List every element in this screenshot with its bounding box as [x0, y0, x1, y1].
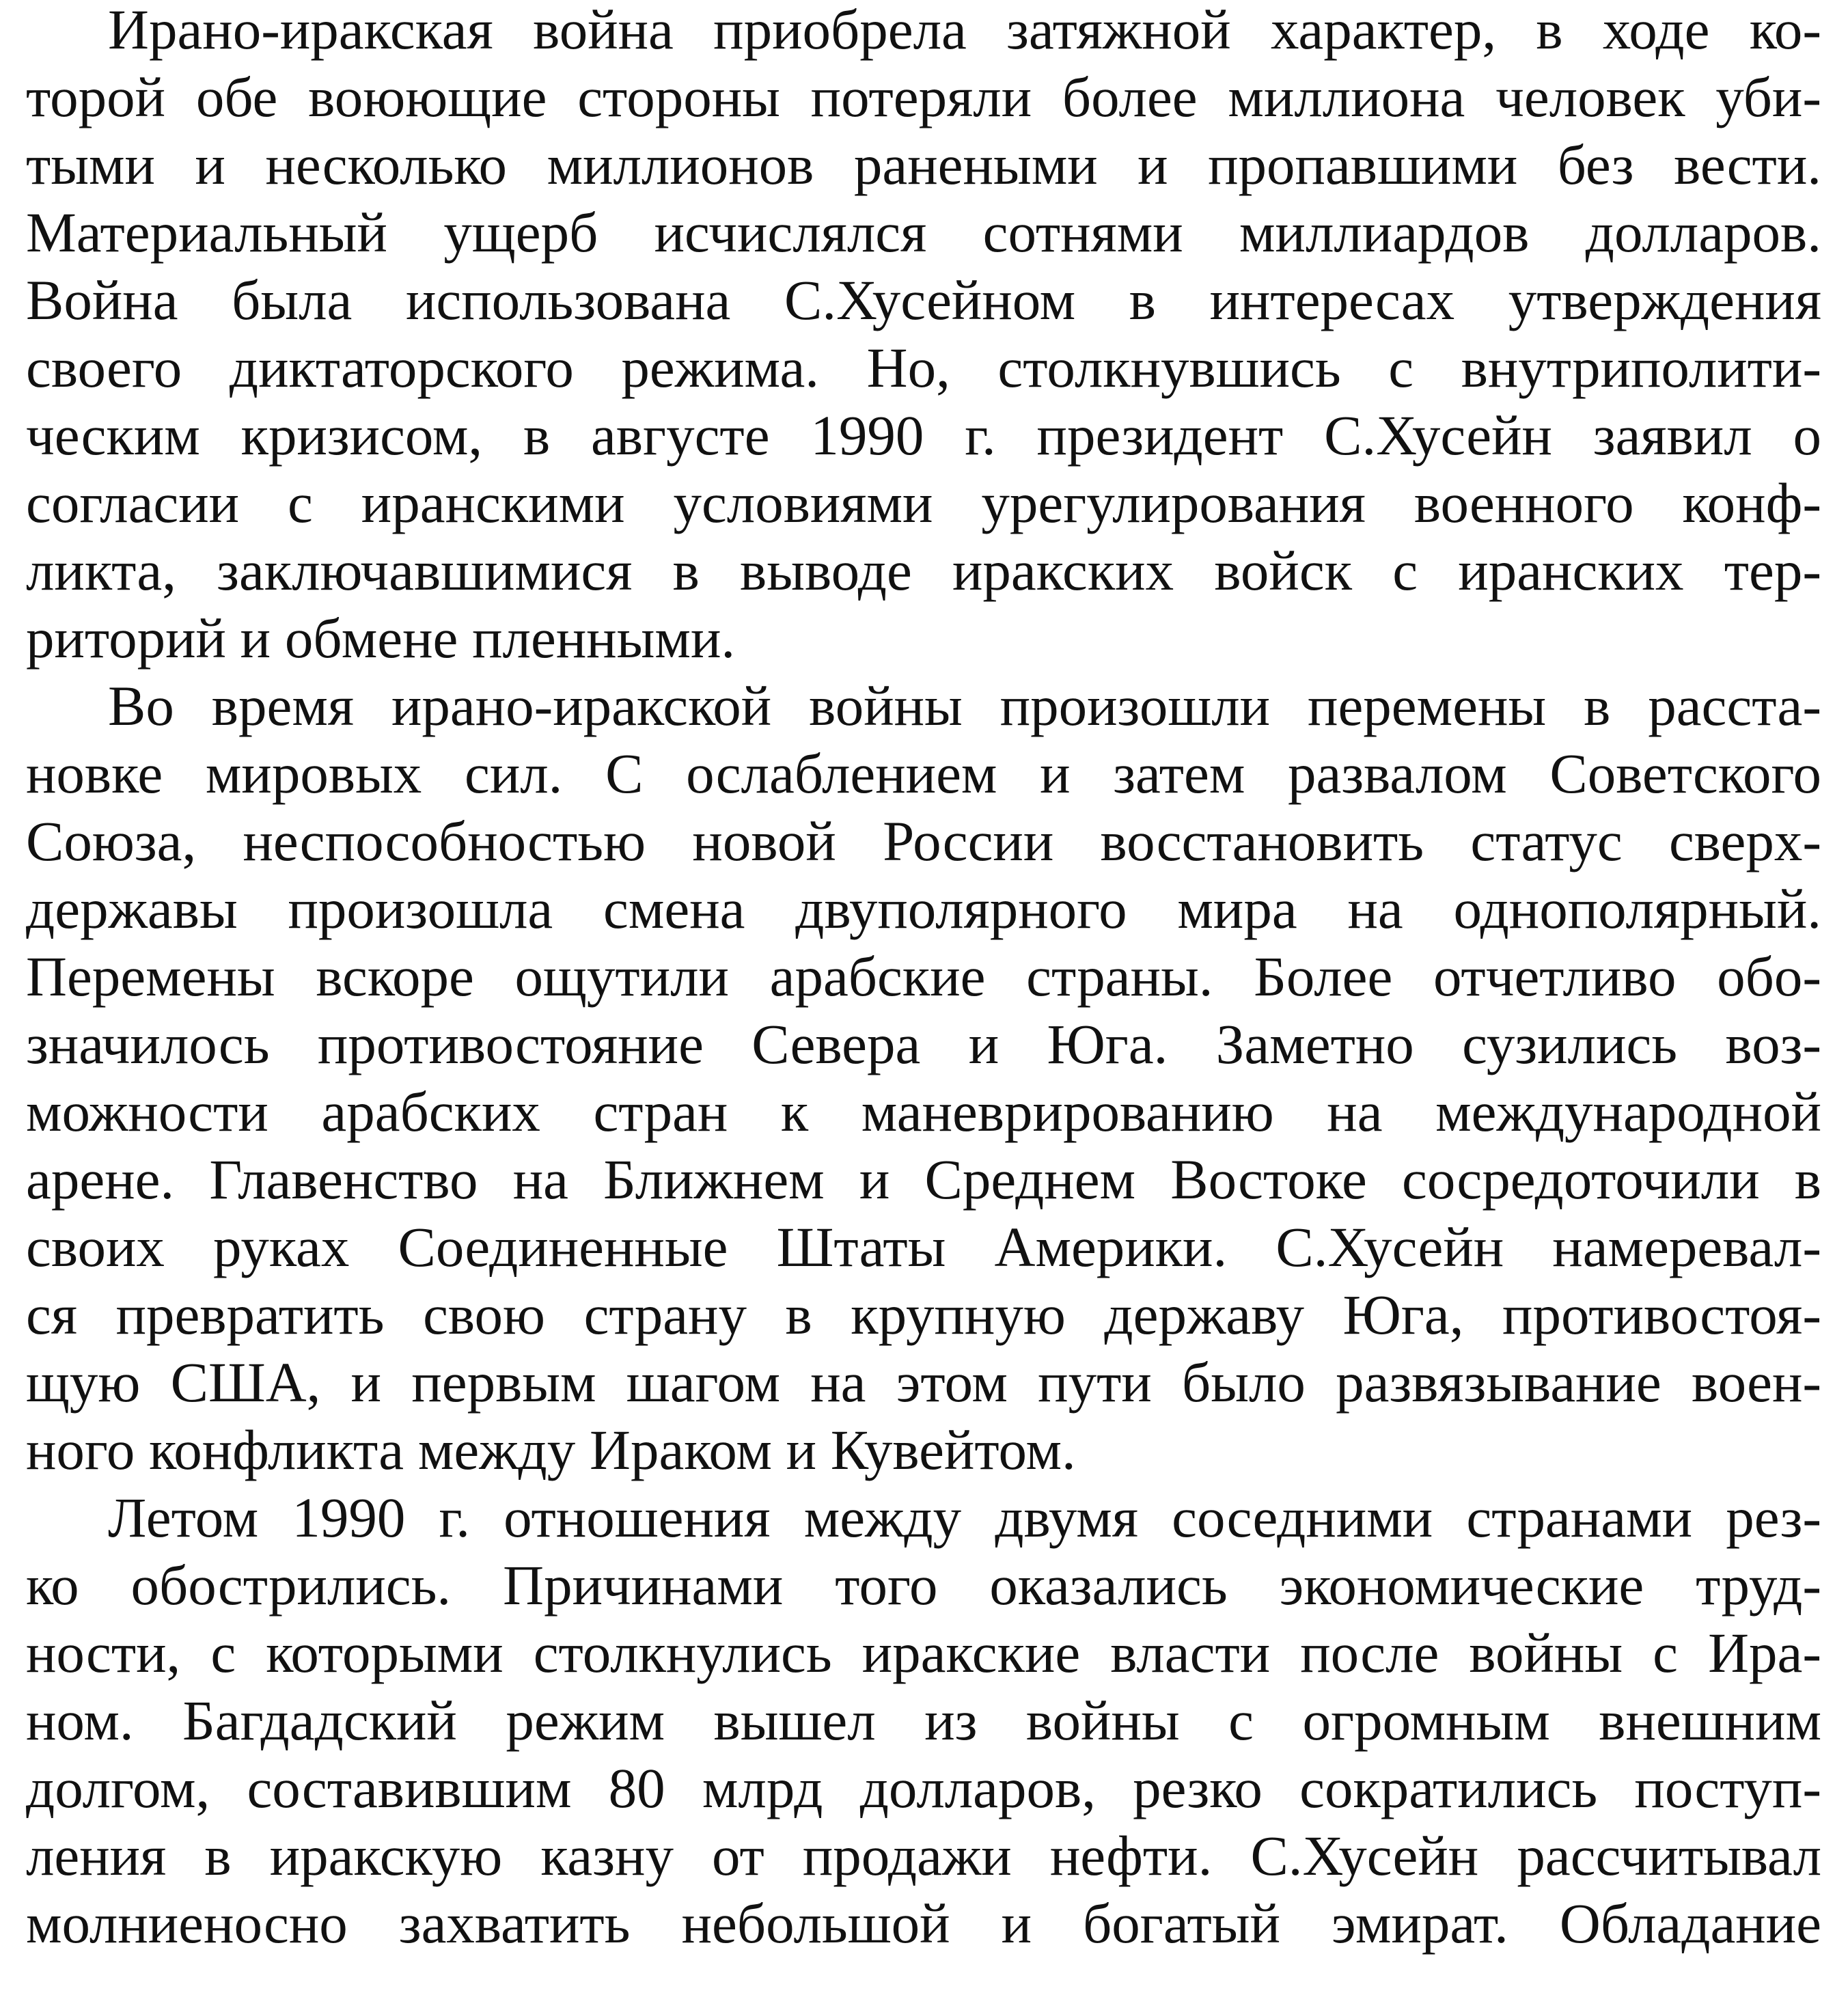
text-line: можности арабских стран к маневрированию на международной — [26, 1080, 1821, 1143]
text-line: ности, с которыми столкнулись иракские власти после войны с Ира- — [26, 1621, 1821, 1684]
text-line: торой обе воюющие стороны потеряли более миллиона человек уби- — [26, 66, 1821, 128]
text-line: Перемены вскоре ощутили арабские страны. Более отчетливо обо- — [26, 945, 1821, 1008]
text-line: Союза, неспособностью новой России восстановить статус сверх- — [26, 810, 1821, 872]
text-line: ко обострились. Причинами того оказались экономические труд- — [26, 1554, 1821, 1617]
text-line: Во время ирано-иракской войны произошли перемены в расста- — [108, 674, 1821, 737]
text-line: значилось противостояние Севера и Юга. Заметно сузились воз- — [26, 1013, 1821, 1075]
text-line: державы произошла смена двуполярного мира на однополярный. — [26, 877, 1821, 940]
text-line: ческим кризисом, в августе 1990 г. президент С.Хусейн заявил о — [26, 404, 1821, 467]
text-line: своих руках Соединенные Штаты Америки. С.Хусейн намеревал- — [26, 1215, 1821, 1278]
text-line: Материальный ущерб исчислялся сотнями миллиардов долларов. — [26, 201, 1821, 264]
text-line: ликта, заключавшимися в выводе иракских войск с иранских тер- — [26, 539, 1821, 602]
text-line: долгом, составившим 80 млрд долларов, резко сократились поступ- — [26, 1757, 1821, 1819]
text-line: Война была использована С.Хусейном в интересах утверждения — [26, 269, 1821, 331]
text-line: тыми и несколько миллионов ранеными и пропавшими без вести. — [26, 133, 1821, 196]
text-line: ся превратить свою страну в крупную державу Юга, противостоя- — [26, 1283, 1821, 1346]
text-line: ления в иракскую казну от продажи нефти. С.Хусейн рассчитывал — [26, 1824, 1821, 1887]
text-line: согласии с иранскими условиями урегулирования военного конф- — [26, 471, 1821, 534]
text-line: Ирано-иракская война приобрела затяжной характер, в ходе ко- — [108, 0, 1821, 61]
text-line: ного конфликта между Ираком и Кувейтом. — [26, 1418, 1076, 1481]
text-line: Летом 1990 г. отношения между двумя соседними странами рез- — [108, 1486, 1821, 1549]
text-line: щую США, и первым шагом на этом пути было развязывание воен- — [26, 1351, 1821, 1414]
book-page — [26, 0, 1821, 2008]
text-line: новке мировых сил. С ослаблением и затем развалом Советского — [26, 742, 1821, 805]
text-line: своего диктаторского режима. Но, столкнувшись с внутриполити- — [26, 336, 1821, 399]
text-line: молниеносно захватить небольшой и богатый эмират. Обладание — [26, 1892, 1821, 1955]
text-line: арене. Главенство на Ближнем и Среднем Востоке сосредоточили в — [26, 1148, 1821, 1211]
text-line: риторий и обмене пленными. — [26, 607, 736, 670]
text-line: ном. Багдадский режим вышел из войны с огромным внешним — [26, 1689, 1821, 1752]
